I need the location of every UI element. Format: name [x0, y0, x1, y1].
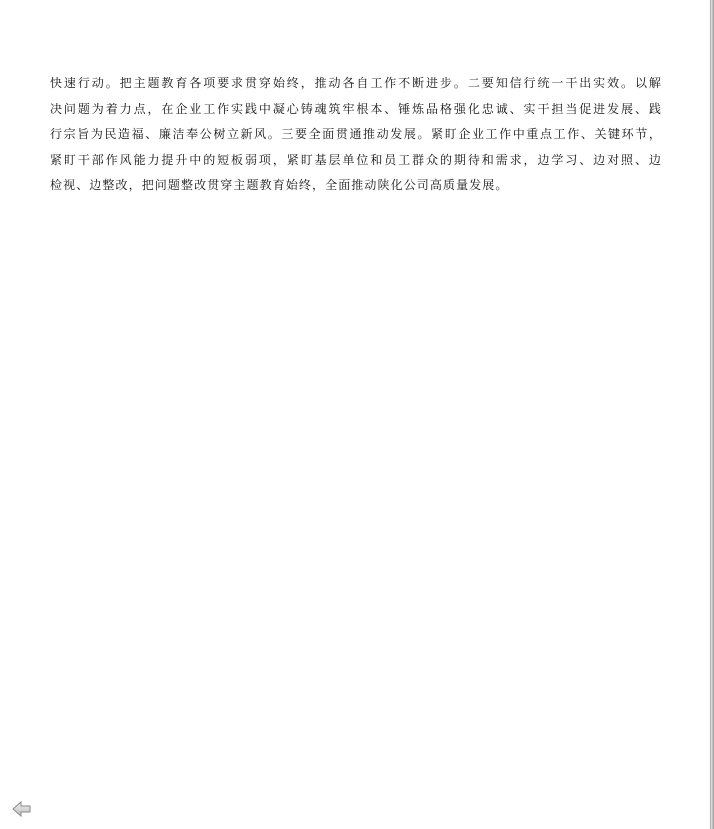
paragraph-line: 检视、边整改，把问题整改贯穿主题教育始终，全面推动陕化公司高质量发展。 — [50, 178, 509, 193]
page-edge-shadow — [708, 0, 714, 829]
body-paragraph — [50, 71, 662, 199]
page-edge-line — [710, 0, 711, 829]
paragraph-line: 决问题为着力点，在企业工作实践中凝心铸魂筑牢根本、锤炼品格强化忠诚、实干担当促进发展、践 — [50, 101, 662, 116]
paragraph-line: 紧盯干部作风能力提升中的短板弱项，紧盯基层单位和员工群众的期待和需求，边学习、边对照、边 — [50, 152, 662, 167]
paragraph-line: 行宗旨为民造福、廉洁奉公树立新风。三要全面贯通推动发展。紧盯企业工作中重点工作、关键环节， — [50, 127, 662, 142]
paragraph-line: 快速行动。把主题教育各项要求贯穿始终，推动各自工作不断进步。二要知信行统一干出实效。以解 — [50, 76, 662, 90]
left-arrow-icon[interactable] — [11, 800, 33, 818]
